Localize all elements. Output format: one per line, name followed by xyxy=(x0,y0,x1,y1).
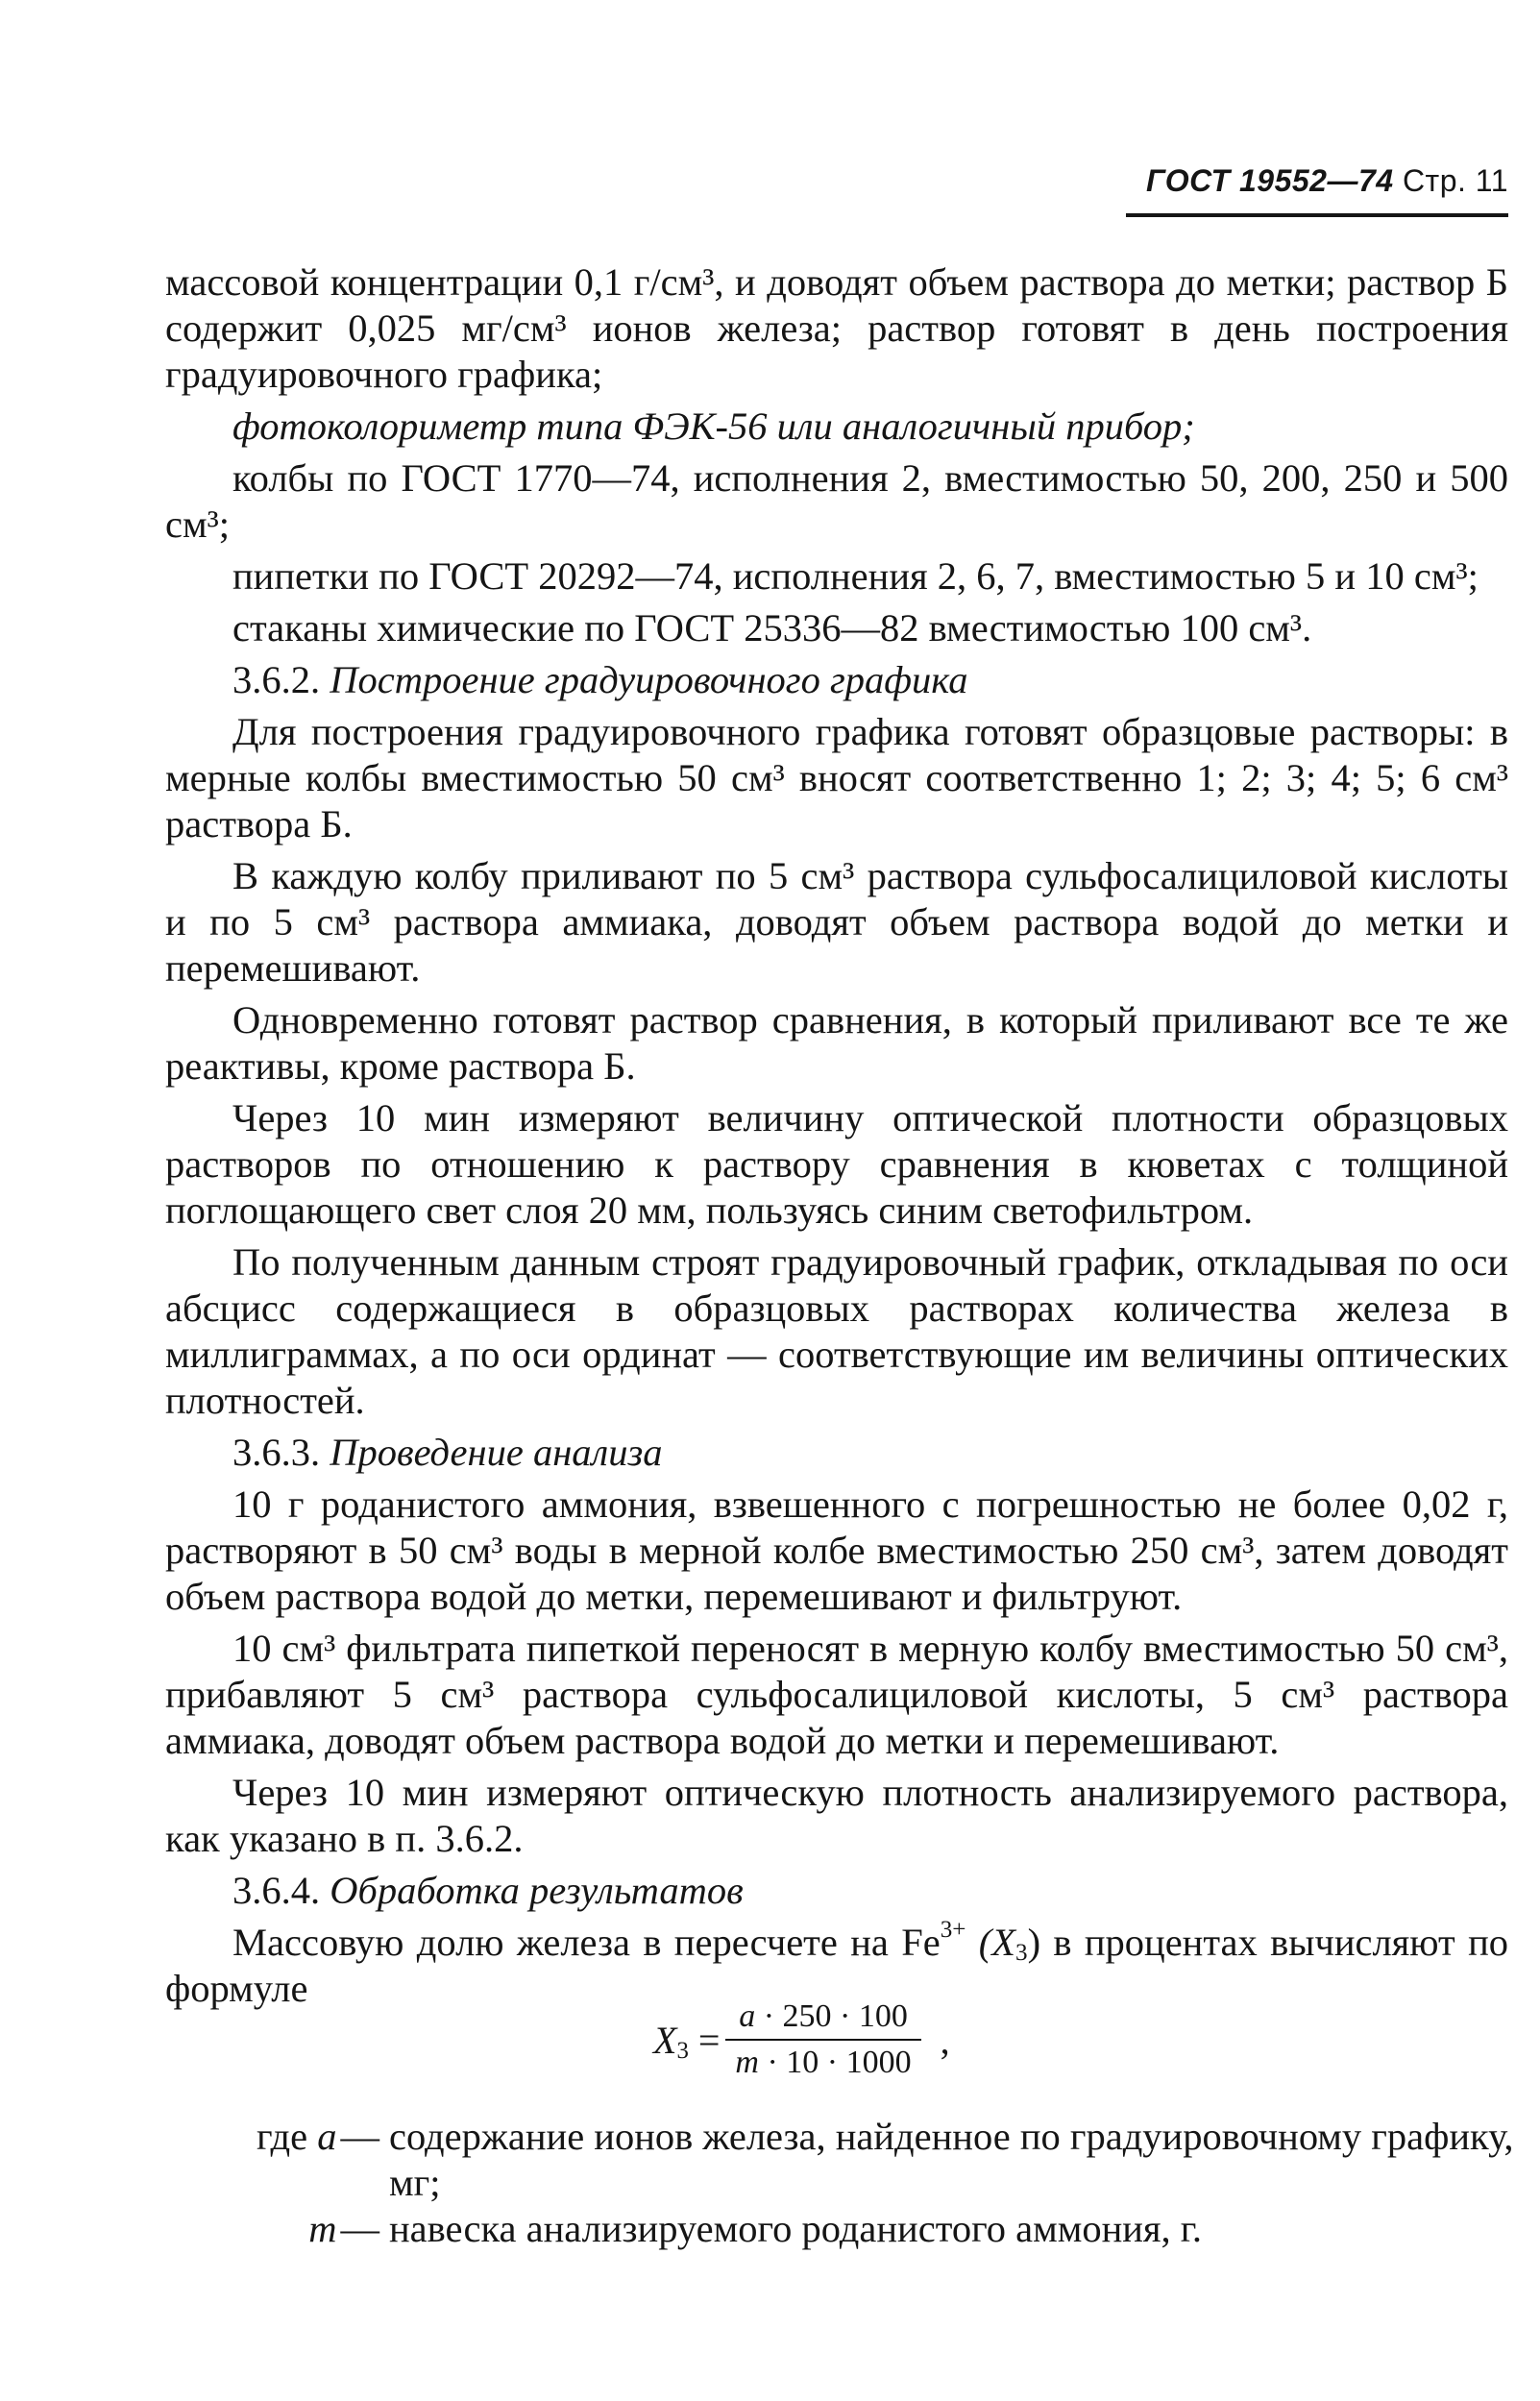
legend-variable: m xyxy=(308,2207,337,2250)
legend-row-m xyxy=(204,2206,1520,2252)
paragraph-7: В каждую колбу приливают по 5 см³ раствора сульфосалициловой кислоты и по 5 см³ раствора аммиака, доводят объем раствора водой до метки и перемешивают. xyxy=(165,854,1508,990)
legend-description: содержание ионов железа, найденное по градуировочному графику, мг; xyxy=(389,2115,1514,2204)
formula-numerator xyxy=(729,1998,917,2039)
page-number: Стр. 11 xyxy=(1402,163,1508,198)
formula-lhs xyxy=(653,2018,689,2063)
header-rule xyxy=(1126,213,1508,217)
formula-denominator xyxy=(725,2039,920,2081)
section-3-6-2-heading xyxy=(165,657,1508,703)
formula-variable: X xyxy=(653,2018,677,2062)
formula-comma: , xyxy=(940,2018,950,2062)
paragraph-13: Через 10 мин измеряют оптическую плотность анализируемого раствора, как указано в п. 3.6.2. xyxy=(165,1771,1508,1860)
section-title: Построение градуировочного графика xyxy=(330,658,968,701)
paragraph-3: колбы по ГОСТ 1770—74, исполнения 2, вместимостью 50, 200, 250 и 500 см³; xyxy=(165,456,1508,546)
page-header xyxy=(1134,163,1508,199)
paragraph-14-end: ) в процентах вычисляют по формуле xyxy=(165,1921,1508,2010)
section-3-6-4-heading xyxy=(165,1868,1508,1914)
symbol-x: (X xyxy=(978,1921,1015,1964)
formula xyxy=(653,1997,950,2083)
formula-fraction xyxy=(725,1998,920,2081)
document-number: ГОСТ 19552—74 xyxy=(1146,163,1394,198)
section-number: 3.6.3. xyxy=(232,1431,321,1474)
paragraph-4: пипетки по ГОСТ 20292—74, исполнения 2, 6, 7, вместимостью 5 и 10 см³; xyxy=(232,554,1479,598)
paragraph-11: 10 г роданистого аммония, взвешенного с погрешностью не более 0,02 г, растворяют в 50 см³ воды в мерной колбе вместимостью 250 см³, затем доводят объем раствора водой до метки, перемешивают и фильтруют. xyxy=(165,1482,1508,1618)
paragraph-14-start: Массовую долю железа в пересчете на Fe xyxy=(232,1921,941,1964)
paragraph-9: Через 10 мин измеряют величину оптической плотности образцовых растворов по отношению к раствору сравнения в кюветах с толщиной поглощающего свет слоя 20 мм, пользуясь синим светофильтром. xyxy=(165,1096,1508,1232)
section-number: 3.6.4. xyxy=(232,1869,321,1912)
denominator-variable: m xyxy=(735,2045,759,2080)
section-title: Проведение анализа xyxy=(330,1431,663,1474)
section-number: 3.6.2. xyxy=(232,658,321,701)
section-title: Обработка результатов xyxy=(330,1869,744,1912)
legend-label xyxy=(204,2206,379,2252)
legend-lead-word: где xyxy=(256,2115,308,2158)
paragraph-8: Одновременно готовят раствор сравнения, в который приливают все те же реактивы, кроме раствора Б. xyxy=(165,998,1508,1088)
legend-description: навеска анализируемого роданистого аммония, г. xyxy=(389,2207,1202,2250)
variable-legend xyxy=(204,2114,1520,2252)
paragraph-6: Для построения градуировочного графика готовят образцовые растворы: в мерные колбы вместимостью 50 см³ вносят соответственно 1; 2; 3; 4; 5; 6 см³ раствора Б. xyxy=(165,710,1508,845)
formula-equals: = xyxy=(697,2018,721,2062)
legend-label xyxy=(204,2114,379,2206)
legend-dash: — xyxy=(340,2115,379,2158)
numerator-factors: · 250 · 100 xyxy=(755,1998,908,2034)
paragraph-10: По полученным данным строят градуировочный график, откладывая по оси абсцисс содержащиеся в образцовых растворах количества железа в миллиграммах, а по оси ординат — соответствующие им величины оптических плотностей. xyxy=(165,1240,1508,1422)
paragraph-1: массовой концентрации 0,1 г/см³, и доводят объем раствора до метки; раствор Б содержит 0,025 мг/см³ ионов железа; раствор готовят в день построения градуировочного графика; xyxy=(165,260,1508,396)
legend-dash: — xyxy=(340,2207,379,2250)
paragraph-5: стаканы химические по ГОСТ 25336—82 вместимостью 100 см³. xyxy=(232,606,1312,649)
main-text xyxy=(165,259,1508,2018)
denominator-factors: · 10 · 1000 xyxy=(758,2045,912,2080)
legend-row-a xyxy=(204,2114,1520,2206)
paragraph-2: фотоколориметр типа ФЭК-56 или аналогичный прибор; xyxy=(232,404,1195,448)
symbol-x-subscript: 3 xyxy=(1015,1940,1028,1967)
section-3-6-3-heading xyxy=(165,1430,1508,1476)
formula-variable-subscript: 3 xyxy=(676,2037,689,2064)
legend-variable: a xyxy=(317,2115,337,2158)
numerator-variable: a xyxy=(739,1998,756,2034)
charge-superscript: 3+ xyxy=(940,1917,966,1944)
paragraph-12: 10 см³ фильтрата пипеткой переносят в мерную колбу вместимостью 50 см³, прибавляют 5 см³ раствора сульфосалициловой кислоты, 5 см³ раствора аммиака, доводят объем раствора водой до метки и перемешивают. xyxy=(165,1627,1508,1762)
